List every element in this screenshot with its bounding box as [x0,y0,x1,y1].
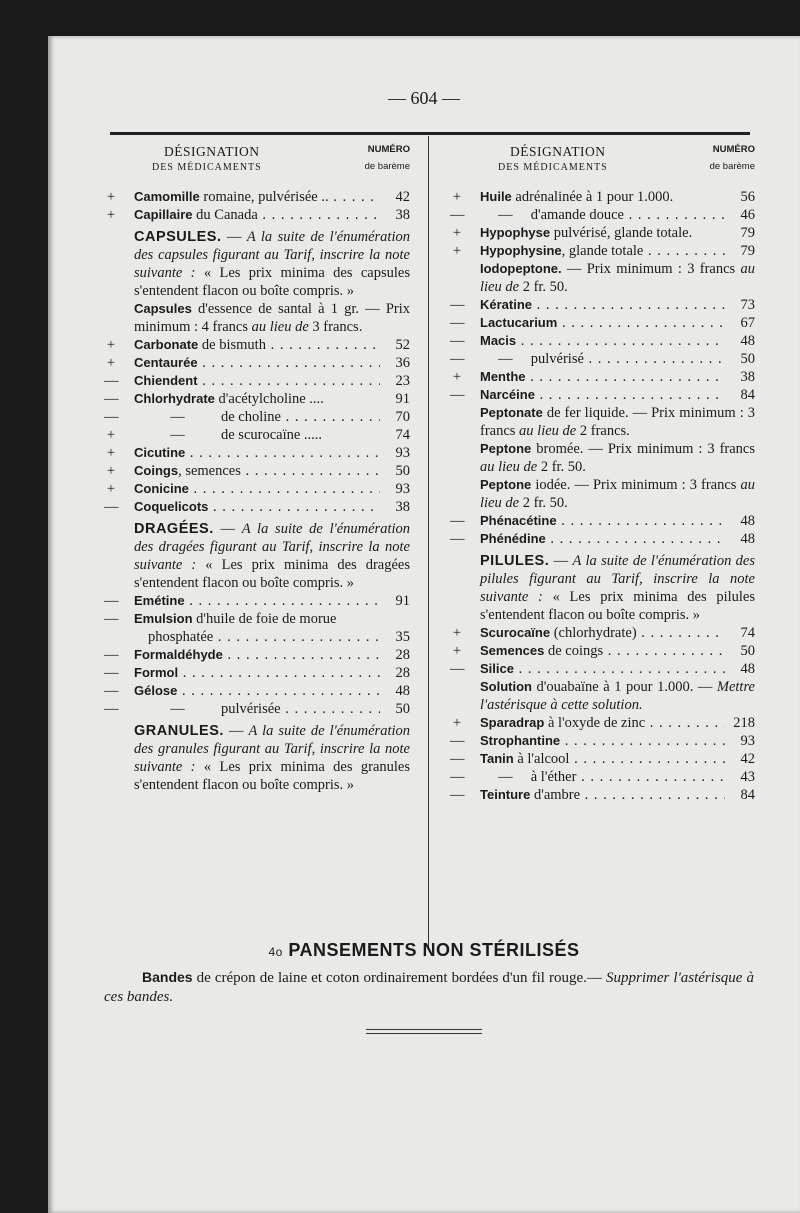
note-paragraph: PILULES. — A la suite de l'énumération des pilules figurant au Tarif, inscrire la note suivante : « Les prix minima des pilules s'entendent flacon ou boîte compris. » [480,553,756,623]
table-row: + Centaurée . . . 36 [104,354,410,372]
note-paragraph: Solution d'ouabaïne à 1 pour 1.000. — Mettre l'astérisque à cette solution. [480,679,755,713]
numero-heading: NUMÉRO [367,144,410,155]
header-rule [110,132,750,135]
table-row: — Gélose . . . 48 [104,682,410,700]
document-page [48,36,800,1213]
table-row: — — à l'éther . . . 43 [450,768,755,786]
bareme-heading: de barème [709,161,755,172]
table-row: + Hypophyse pulvérisé, glande totale. 79 [452,225,755,241]
table-row: — Teinture d'ambre . . . 84 [450,786,755,804]
column-header [450,144,755,176]
table-row: — Lactucarium . . . 67 [450,314,755,332]
note-paragraph: Iodopeptone. — Prix minimum : 3 francs au lieu de 2 fr. 50. [480,261,755,295]
table-row: + Conicine . . . 93 [104,480,410,498]
table-row: — Kératine . . . 73 [450,296,755,314]
table-row: — Emétine . . . 91 [104,592,410,610]
table-row: — Chlorhydrate d'acétylcholine .... 91 [104,391,410,407]
table-row: — — pulvérisé . . . 50 [450,350,755,368]
note-paragraph: GRANULES. — A la suite de l'énumération des granules figurant au Tarif, inscrire la note suivante : « Les prix minima des granules s'entendent flacon ou boîte compris. » [134,723,410,793]
table-row: + Scurocaïne (chlorhydrate) . . . 74 [450,624,755,642]
section-paragraph: Bandes de crépon de laine et coton ordinairement bordées d'un fil rouge.— Supprimer l'astérisque à ces bandes. [104,969,754,1005]
table-row: — Macis . . . 48 [450,332,755,350]
table-row: — Narcéine . . . 84 [450,386,755,404]
note-paragraph: Capsules d'essence de santal à 1 gr. — Prix minimum : 4 francs au lieu de 3 francs. [134,301,410,335]
table-row: — — d'amande douce . . . 46 [450,206,755,224]
medicaments-heading: DES MÉDICAMENTS [152,162,262,173]
end-rule [366,1029,482,1030]
table-row: — Tanin à l'alcool . . . 42 [450,750,755,768]
note-paragraph: Peptonate de fer liquide. — Prix minimum : 3 francs au lieu de 2 francs. [480,405,755,439]
right-column [450,144,755,804]
table-row: — Coquelicots . . . 38 [104,498,410,516]
table-row: + Huile adrénalinée à 1 pour 1.000. 56 [452,189,755,205]
table-row: + — de scurocaïne ..... 74 [106,427,410,443]
column-header [104,144,410,176]
table-row: — Chiendent . . . 23 [104,372,410,390]
table-row: — Phénacétine . . . 48 [450,512,755,530]
table-row: + Menthe . . . 38 [450,368,755,386]
table-row: + Cicutine . . . 93 [104,444,410,462]
table-row: + Coings, semences . . . 50 [104,462,410,480]
note-paragraph: CAPSULES. — A la suite de l'énumération des capsules figurant au Tarif, inscrire la note suivante : « Les prix minima des capsules s'entendent flacon ou boîte compris. » [134,229,410,299]
table-row: — Strophantine . . . 93 [450,732,755,750]
table-row: + Hypophysine, glande totale . . . 79 [450,242,755,260]
table-row: — Formol . . . 28 [104,664,410,682]
bareme-heading: de barème [364,161,410,172]
table-row: — — de choline . . . 70 [104,408,410,426]
table-row: — Emulsion d'huile de foie de morue [104,611,337,627]
table-row: phosphatée . . . 35 [104,628,410,646]
table-row: + Carbonate de bismuth . . . 52 [104,336,410,354]
table-row: — Silice . . . 48 [450,660,755,678]
table-row: + Camomille romaine, pulvérisée .. . . . 42 [104,188,410,206]
page-number: — 604 — [388,88,460,108]
note-paragraph: Peptone bromée. — Prix minimum : 3 francs au lieu de 2 fr. 50. [480,441,755,475]
table-row: — Phénédine . . . 48 [450,530,755,548]
note-paragraph: DRAGÉES. — A la suite de l'énumération des dragées figurant au Tarif, inscrire la note suivante : « Les prix minima des dragées s'entendent flacon ou boîte compris. » [134,521,411,591]
designation-heading: DÉSIGNATION [164,144,260,159]
left-column [104,144,410,794]
note-paragraph: Peptone iodée. — Prix minimum : 3 francs au lieu de 2 fr. 50. [480,477,755,511]
table-row: — Formaldéhyde . . . 28 [104,646,410,664]
table-row: + Capillaire du Canada . . . 38 [104,206,410,224]
column-divider [428,136,429,948]
end-rule [366,1033,482,1034]
medicaments-heading: DES MÉDICAMENTS [498,162,608,173]
table-row: — — pulvérisée . . . 50 [104,700,410,718]
numero-heading: NUMÉRO [712,144,755,155]
designation-heading: DÉSIGNATION [510,144,606,159]
table-row: + Semences de coings . . . 50 [450,642,755,660]
section-heading: 4o PANSEMENTS NON STÉRILISÉS [268,940,580,960]
table-row: + Sparadrap à l'oxyde de zinc . . . 218 [450,714,755,732]
